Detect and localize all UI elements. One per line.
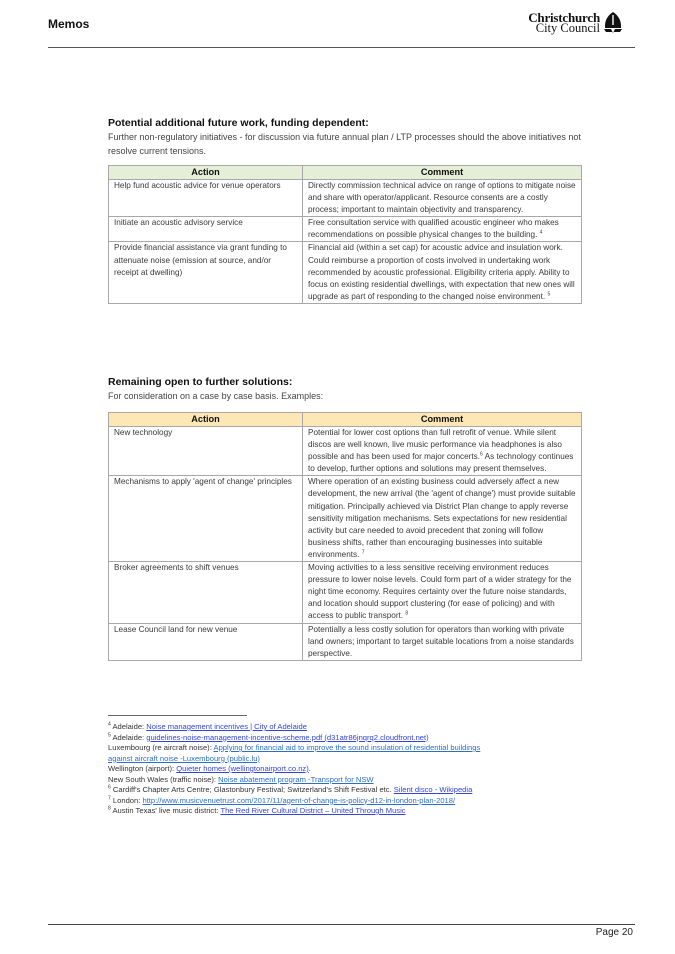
header-divider bbox=[48, 47, 635, 48]
footnote-prefix: New South Wales (traffic noise): bbox=[108, 774, 219, 784]
page-number: Page 20 bbox=[595, 927, 633, 938]
footnote-link[interactable]: Noise abatement program -Transport for NSW bbox=[218, 774, 374, 784]
column-header-comment: Comment bbox=[303, 166, 582, 180]
footnote-item bbox=[108, 722, 588, 733]
footnote-item bbox=[108, 764, 588, 775]
action-cell: Mechanisms to apply 'agent of change' principles bbox=[109, 476, 303, 562]
footer-divider bbox=[48, 924, 635, 925]
comment-cell bbox=[303, 623, 582, 660]
comment-text: Directly commission technical advice on range of options to mitigate noise and share with operator/applicant. Resource consents are a costly process; important to maintain objectivity and transparency. bbox=[308, 181, 576, 215]
footnote-item bbox=[108, 785, 588, 796]
footnote-number: 8 bbox=[108, 805, 111, 812]
action-cell: Broker agreements to shift venues bbox=[109, 562, 303, 623]
comment-text: Potential for lower cost options than full retrofit of venue. While silent discos are well known, live music performance via headphones is also possible and has been used for major concerts. bbox=[308, 428, 562, 462]
footnote-ref[interactable]: 5 bbox=[547, 291, 551, 298]
footnote-link[interactable]: The Red River Cultural District – United Through Music bbox=[220, 806, 406, 815]
column-header-comment: Comment bbox=[303, 413, 582, 427]
footnote-separator bbox=[108, 715, 247, 716]
footnote-ref[interactable]: 4 bbox=[539, 229, 543, 236]
section-future-work bbox=[108, 117, 582, 304]
comment-cell bbox=[303, 242, 582, 303]
footnote-prefix: Adelaide: bbox=[112, 722, 147, 731]
comment-cell bbox=[303, 476, 582, 562]
table-row bbox=[109, 242, 582, 303]
footnote-ref[interactable]: 8 bbox=[405, 610, 409, 617]
table-row bbox=[109, 427, 582, 476]
footnote-item bbox=[108, 806, 588, 817]
future-work-table bbox=[108, 165, 582, 304]
footnote-ref[interactable]: 7 bbox=[361, 549, 365, 556]
logo-line-2: City Council bbox=[535, 21, 600, 35]
section-description: For consideration on a case by case basis. Examples: bbox=[108, 391, 324, 401]
footnote-prefix: Wellington (airport): bbox=[108, 764, 177, 773]
footnotes bbox=[108, 722, 588, 817]
comment-text: Moving activities to a less sensitive receiving environment reduces pressure to lower noise levels. Could form part of a wider strategy for the night time economy. Requires certainty over the future noise standards, and location should support clustering (for ease of policing) and with access to public transport. bbox=[308, 563, 572, 621]
table-row bbox=[109, 623, 582, 660]
footnote-number: 4 bbox=[108, 721, 111, 728]
action-cell: Initiate an acoustic advisory service bbox=[109, 217, 303, 242]
document-header-title: Memos bbox=[48, 17, 90, 31]
action-cell: New technology bbox=[109, 427, 303, 476]
comment-cell bbox=[303, 180, 582, 217]
footnote-link[interactable]: against aircraft noise -Luxembourg (public.lu) bbox=[108, 753, 260, 763]
action-cell: Provide financial assistance via grant funding to attenuate noise (emission at source, and/or receipt at dwelling) bbox=[109, 242, 303, 303]
section-description: Further non-regulatory initiatives - for discussion via future annual plan / LTP processes should the above initiatives not resolve current tensions. bbox=[108, 132, 581, 156]
footnote-prefix: Luxembourg (re aircraft noise): bbox=[108, 743, 214, 752]
footnote-link[interactable]: Quieter homes (wellingtonairport.co.nz) bbox=[176, 764, 309, 773]
table-row bbox=[109, 476, 582, 562]
footnote-link[interactable]: guidelines-noise-management-incentive-scheme.pdf (d31atr86jnqrq2.cloudfront.net) bbox=[146, 732, 429, 742]
comment-cell bbox=[303, 562, 582, 623]
table-header-row bbox=[109, 166, 582, 180]
comment-text: Potentially a less costly solution for operators than working with private land owners; important to target suitable locations from a noise standards perspective. bbox=[308, 624, 574, 658]
comment-cell bbox=[303, 217, 582, 242]
action-cell: Help fund acoustic advice for venue operators bbox=[109, 180, 303, 217]
table-row bbox=[109, 217, 582, 242]
footnote-item bbox=[108, 775, 588, 786]
footnote-prefix: Austin Texas' live music district: bbox=[112, 806, 221, 815]
open-solutions-table bbox=[108, 412, 582, 661]
footnote-prefix: Cardiff's Chapter Arts Centre; Glastonbury Festival; Switzerland's Shift Festival etc. bbox=[112, 785, 394, 794]
footnote-number: 6 bbox=[108, 784, 111, 791]
footnote-suffix: . bbox=[308, 764, 311, 773]
table-row bbox=[109, 180, 582, 217]
council-logo bbox=[528, 11, 623, 35]
section-open-solutions bbox=[108, 376, 582, 661]
logo-line-1: Christchurch bbox=[528, 10, 600, 25]
footnote-link[interactable]: Noise management incentives | City of Adelaide bbox=[146, 722, 307, 731]
column-header-action: Action bbox=[109, 166, 303, 180]
footnote-number: 5 bbox=[108, 731, 111, 738]
footnote-prefix: Adelaide: bbox=[112, 732, 147, 742]
table-row bbox=[109, 562, 582, 623]
action-cell: Lease Council land for new venue bbox=[109, 623, 303, 660]
comment-text-cont: As technology continues to develop, further options and solutions may present themselves. bbox=[308, 452, 574, 474]
cathedral-icon bbox=[603, 11, 623, 35]
comment-text: Free consultation service with qualified acoustic engineer who makes recommendations on possible physical changes to the building. bbox=[308, 218, 559, 240]
comment-text: Where operation of an existing business could adversely affect a new development, the new arrival (the 'agent of change') must provide suitable mitigation. Principally achieved via District Plan change to apply reverse sensitivity mitigation mechanisms. Sets expectations for new residential activity but care needed to avoid precedent that zoning will follow business shifts, rather than encouraging businesses into suitable environments. bbox=[308, 477, 576, 559]
column-header-action: Action bbox=[109, 413, 303, 427]
table-header-row bbox=[109, 413, 582, 427]
section-title: Remaining open to further solutions: bbox=[108, 376, 293, 388]
comment-text: Financial aid (within a set cap) for acoustic advice and insulation work. Could reimburse a proportion of costs involved in undertaking work recommended by acoustic professional. Eligibility criteria apply. Ability to focus on existing residential dwellings, with expectation that new ones will upgrade as part of responding to the changed noise environment. bbox=[308, 243, 575, 301]
footnote-ref[interactable]: 6 bbox=[480, 451, 483, 458]
footnote-item bbox=[108, 733, 588, 744]
footnote-prefix: London: bbox=[112, 795, 143, 805]
footnote-link[interactable]: http://www.musicvenuetrust.com/2017/11/agent-of-change-is-policy-d12-in-london-plan-2018/ bbox=[142, 795, 456, 805]
footnote-link[interactable]: Applying for financial aid to improve the sound insulation of residential buildings bbox=[213, 743, 481, 752]
footnote-item bbox=[108, 796, 588, 807]
section-title: Potential additional future work, funding dependent: bbox=[108, 117, 369, 129]
comment-cell bbox=[303, 427, 582, 476]
footnote-number: 7 bbox=[108, 794, 111, 801]
footnote-link[interactable]: Silent disco - Wikipedia bbox=[393, 785, 473, 794]
footnote-item bbox=[108, 754, 588, 765]
footnote-item bbox=[108, 743, 588, 754]
